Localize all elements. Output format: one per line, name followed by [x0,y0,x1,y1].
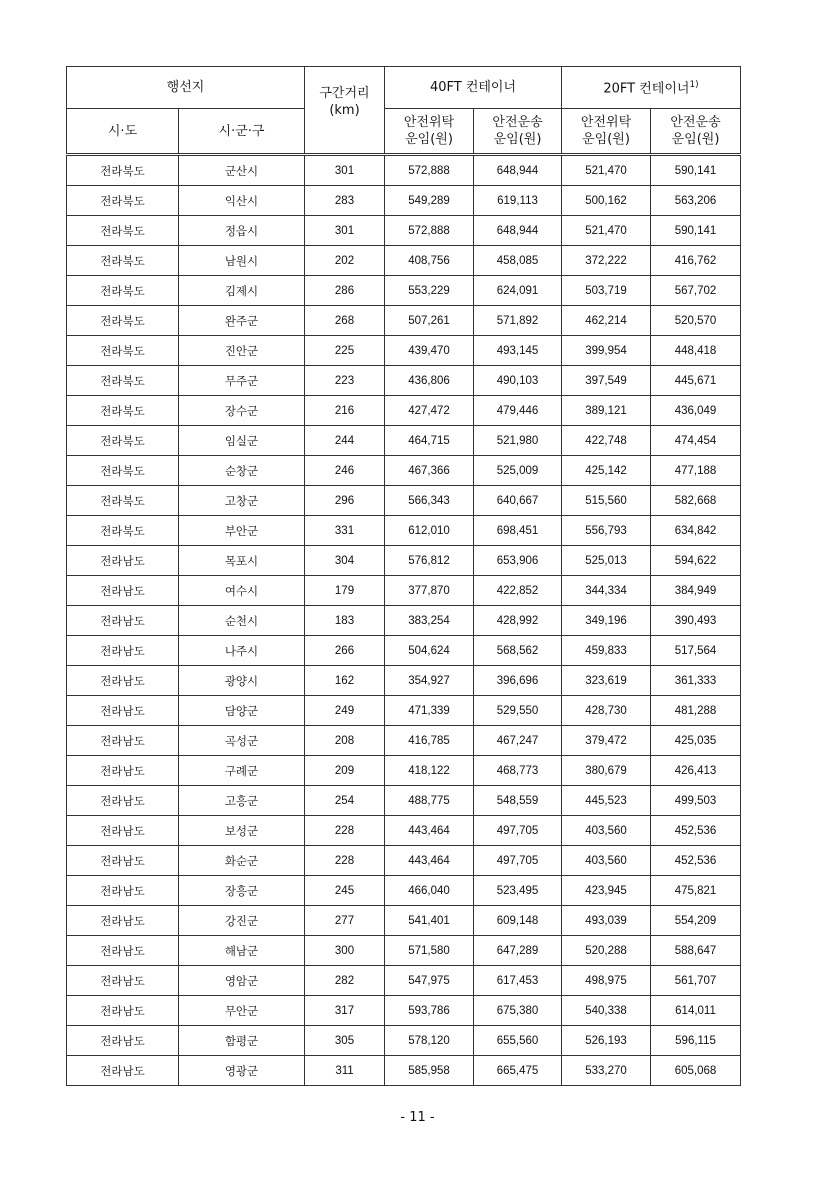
distance-cell: 311 [305,1056,385,1086]
header-destination: 행선지 [67,67,305,109]
40ft-consign-cell: 436,806 [385,366,474,396]
40ft-transport-cell: 490,103 [474,366,562,396]
city-cell: 익산시 [179,186,305,216]
province-cell: 전라남도 [67,996,179,1026]
distance-cell: 244 [305,426,385,456]
table-row [67,1026,741,1056]
distance-cell: 301 [305,216,385,246]
province-cell: 전라북도 [67,396,179,426]
distance-cell: 283 [305,186,385,216]
table-row [67,756,741,786]
city-cell: 여수시 [179,576,305,606]
city-cell: 완주군 [179,306,305,336]
40ft-transport-cell: 458,085 [474,246,562,276]
40ft-consign-cell: 553,229 [385,276,474,306]
province-cell: 전라북도 [67,336,179,366]
city-cell: 나주시 [179,636,305,666]
header-city: 시·군·구 [179,109,305,155]
city-cell: 화순군 [179,846,305,876]
20ft-consign-cell: 526,193 [562,1026,651,1056]
40ft-transport-cell: 617,453 [474,966,562,996]
20ft-transport-cell: 520,570 [651,306,741,336]
header-40ft: 40FT 컨테이너 [385,67,562,109]
40ft-transport-cell: 468,773 [474,756,562,786]
20ft-consign-cell: 323,619 [562,666,651,696]
20ft-consign-cell: 403,560 [562,846,651,876]
table-row [67,966,741,996]
20ft-transport-cell: 481,288 [651,696,741,726]
distance-cell: 183 [305,606,385,636]
city-cell: 고창군 [179,486,305,516]
city-cell: 장흥군 [179,876,305,906]
city-cell: 영광군 [179,1056,305,1086]
20ft-consign-cell: 515,560 [562,486,651,516]
40ft-transport-cell: 640,667 [474,486,562,516]
40ft-consign-cell: 504,624 [385,636,474,666]
distance-cell: 228 [305,816,385,846]
40ft-transport-cell: 428,992 [474,606,562,636]
freight-rate-table [66,66,741,1086]
distance-cell: 208 [305,726,385,756]
city-cell: 고흥군 [179,786,305,816]
footnote-marker: 1) [689,80,699,91]
20ft-consign-cell: 349,196 [562,606,651,636]
distance-cell: 268 [305,306,385,336]
40ft-consign-cell: 383,254 [385,606,474,636]
distance-cell: 277 [305,906,385,936]
40ft-consign-cell: 507,261 [385,306,474,336]
20ft-consign-cell: 423,945 [562,876,651,906]
table-row [67,876,741,906]
table-row [67,1056,741,1086]
province-cell: 전라남도 [67,816,179,846]
20ft-consign-cell: 344,334 [562,576,651,606]
40ft-transport-cell: 624,091 [474,276,562,306]
distance-cell: 209 [305,756,385,786]
20ft-transport-cell: 425,035 [651,726,741,756]
province-cell: 전라남도 [67,906,179,936]
20ft-transport-cell: 477,188 [651,456,741,486]
table-header [67,67,741,155]
table-row [67,666,741,696]
header-20ft-label: 20FT 컨테이너 [603,81,690,97]
province-cell: 전라남도 [67,696,179,726]
20ft-consign-cell: 372,222 [562,246,651,276]
40ft-transport-cell: 571,892 [474,306,562,336]
20ft-transport-cell: 475,821 [651,876,741,906]
40ft-consign-cell: 572,888 [385,216,474,246]
table-row [67,606,741,636]
province-cell: 전라북도 [67,426,179,456]
40ft-transport-cell: 548,559 [474,786,562,816]
40ft-consign-cell: 466,040 [385,876,474,906]
header-transport-line2: 운임(원) [493,132,542,147]
20ft-consign-cell: 462,214 [562,306,651,336]
20ft-transport-cell: 614,011 [651,996,741,1026]
distance-cell: 225 [305,336,385,366]
40ft-consign-cell: 549,289 [385,186,474,216]
header-20ft-consign [562,109,651,155]
40ft-consign-cell: 443,464 [385,846,474,876]
table-row [67,636,741,666]
header-40ft-transport [474,109,562,155]
city-cell: 함평군 [179,1026,305,1056]
table-row [67,726,741,756]
table-row [67,696,741,726]
header-20ft-transport [651,109,741,155]
20ft-consign-cell: 445,523 [562,786,651,816]
province-cell: 전라남도 [67,876,179,906]
40ft-consign-cell: 541,401 [385,906,474,936]
table-row [67,336,741,366]
20ft-transport-cell: 452,536 [651,846,741,876]
40ft-transport-cell: 619,113 [474,186,562,216]
20ft-consign-cell: 425,142 [562,456,651,486]
40ft-transport-cell: 479,446 [474,396,562,426]
40ft-transport-cell: 655,560 [474,1026,562,1056]
20ft-consign-cell: 533,270 [562,1056,651,1086]
20ft-consign-cell: 389,121 [562,396,651,426]
40ft-consign-cell: 488,775 [385,786,474,816]
40ft-consign-cell: 439,470 [385,336,474,366]
header-40ft-consign [385,109,474,155]
header-transport-line1: 안전운송 [670,115,721,130]
40ft-consign-cell: 464,715 [385,426,474,456]
20ft-transport-cell: 390,493 [651,606,741,636]
20ft-consign-cell: 500,162 [562,186,651,216]
20ft-transport-cell: 554,209 [651,906,741,936]
40ft-transport-cell: 396,696 [474,666,562,696]
province-cell: 전라남도 [67,756,179,786]
40ft-transport-cell: 609,148 [474,906,562,936]
table-row [67,155,741,186]
table-body [67,155,741,1086]
city-cell: 김제시 [179,276,305,306]
table-row [67,246,741,276]
20ft-transport-cell: 426,413 [651,756,741,786]
20ft-transport-cell: 634,842 [651,516,741,546]
20ft-transport-cell: 588,647 [651,936,741,966]
province-cell: 전라북도 [67,486,179,516]
city-cell: 구례군 [179,756,305,786]
table-row [67,456,741,486]
distance-cell: 162 [305,666,385,696]
province-cell: 전라북도 [67,186,179,216]
header-consign-line1: 안전위탁 [580,115,632,130]
distance-cell: 254 [305,786,385,816]
20ft-transport-cell: 384,949 [651,576,741,606]
20ft-transport-cell: 582,668 [651,486,741,516]
40ft-consign-cell: 571,580 [385,936,474,966]
header-20ft [562,67,741,109]
20ft-consign-cell: 428,730 [562,696,651,726]
distance-cell: 331 [305,516,385,546]
distance-cell: 317 [305,996,385,1026]
distance-cell: 305 [305,1026,385,1056]
40ft-transport-cell: 422,852 [474,576,562,606]
40ft-transport-cell: 525,009 [474,456,562,486]
20ft-consign-cell: 521,470 [562,216,651,246]
20ft-transport-cell: 361,333 [651,666,741,696]
40ft-consign-cell: 408,756 [385,246,474,276]
table-row [67,306,741,336]
city-cell: 군산시 [179,155,305,186]
city-cell: 담양군 [179,696,305,726]
40ft-consign-cell: 427,472 [385,396,474,426]
table-row [67,186,741,216]
40ft-consign-cell: 418,122 [385,756,474,786]
table-row [67,486,741,516]
city-cell: 광양시 [179,666,305,696]
20ft-transport-cell: 452,536 [651,816,741,846]
20ft-transport-cell: 448,418 [651,336,741,366]
40ft-transport-cell: 521,980 [474,426,562,456]
40ft-consign-cell: 377,870 [385,576,474,606]
province-cell: 전라남도 [67,726,179,756]
20ft-transport-cell: 605,068 [651,1056,741,1086]
distance-cell: 286 [305,276,385,306]
distance-cell: 216 [305,396,385,426]
20ft-transport-cell: 436,049 [651,396,741,426]
header-transport-line2: 운임(원) [671,132,720,147]
distance-cell: 223 [305,366,385,396]
20ft-consign-cell: 403,560 [562,816,651,846]
city-cell: 순천시 [179,606,305,636]
table-row [67,996,741,1026]
province-cell: 전라북도 [67,276,179,306]
table-row [67,846,741,876]
table-row [67,516,741,546]
city-cell: 순창군 [179,456,305,486]
40ft-transport-cell: 648,944 [474,216,562,246]
table-row [67,816,741,846]
20ft-consign-cell: 556,793 [562,516,651,546]
distance-cell: 304 [305,546,385,576]
20ft-consign-cell: 397,549 [562,366,651,396]
distance-cell: 228 [305,846,385,876]
city-cell: 정읍시 [179,216,305,246]
city-cell: 남원시 [179,246,305,276]
20ft-transport-cell: 499,503 [651,786,741,816]
distance-cell: 179 [305,576,385,606]
table-row [67,906,741,936]
header-consign-line1: 안전위탁 [403,115,455,130]
city-cell: 곡성군 [179,726,305,756]
20ft-consign-cell: 380,679 [562,756,651,786]
20ft-consign-cell: 503,719 [562,276,651,306]
20ft-transport-cell: 590,141 [651,155,741,186]
20ft-consign-cell: 493,039 [562,906,651,936]
province-cell: 전라남도 [67,636,179,666]
distance-cell: 266 [305,636,385,666]
40ft-consign-cell: 547,975 [385,966,474,996]
header-consign-line2: 운임(원) [405,132,453,147]
40ft-transport-cell: 647,289 [474,936,562,966]
20ft-consign-cell: 422,748 [562,426,651,456]
distance-cell: 301 [305,155,385,186]
city-cell: 목포시 [179,546,305,576]
header-province: 시·도 [67,109,179,155]
table-row [67,786,741,816]
table-row [67,546,741,576]
40ft-consign-cell: 576,812 [385,546,474,576]
province-cell: 전라남도 [67,576,179,606]
header-distance [305,67,385,155]
40ft-transport-cell: 653,906 [474,546,562,576]
distance-cell: 245 [305,876,385,906]
40ft-transport-cell: 568,562 [474,636,562,666]
city-cell: 진안군 [179,336,305,366]
city-cell: 강진군 [179,906,305,936]
province-cell: 전라북도 [67,366,179,396]
page-number: - 11 - [400,1110,435,1125]
20ft-transport-cell: 567,702 [651,276,741,306]
province-cell: 전라남도 [67,546,179,576]
20ft-transport-cell: 596,115 [651,1026,741,1056]
header-transport-line1: 안전운송 [492,115,543,130]
province-cell: 전라남도 [67,846,179,876]
20ft-consign-cell: 459,833 [562,636,651,666]
city-cell: 보성군 [179,816,305,846]
province-cell: 전라북도 [67,216,179,246]
40ft-transport-cell: 675,380 [474,996,562,1026]
city-cell: 해남군 [179,936,305,966]
40ft-consign-cell: 416,785 [385,726,474,756]
20ft-transport-cell: 416,762 [651,246,741,276]
province-cell: 전라북도 [67,246,179,276]
40ft-consign-cell: 467,366 [385,456,474,486]
distance-cell: 296 [305,486,385,516]
20ft-transport-cell: 445,671 [651,366,741,396]
40ft-consign-cell: 612,010 [385,516,474,546]
40ft-transport-cell: 493,145 [474,336,562,366]
table-row [67,936,741,966]
distance-cell: 282 [305,966,385,996]
province-cell: 전라북도 [67,456,179,486]
40ft-consign-cell: 585,958 [385,1056,474,1086]
20ft-transport-cell: 561,707 [651,966,741,996]
province-cell: 전라남도 [67,1056,179,1086]
header-consign-line2: 운임(원) [582,132,630,147]
city-cell: 영암군 [179,966,305,996]
20ft-transport-cell: 474,454 [651,426,741,456]
distance-cell: 249 [305,696,385,726]
40ft-transport-cell: 665,475 [474,1056,562,1086]
province-cell: 전라남도 [67,1026,179,1056]
city-cell: 장수군 [179,396,305,426]
province-cell: 전라남도 [67,606,179,636]
city-cell: 무안군 [179,996,305,1026]
20ft-consign-cell: 525,013 [562,546,651,576]
40ft-transport-cell: 497,705 [474,816,562,846]
province-cell: 전라남도 [67,936,179,966]
table-row [67,396,741,426]
20ft-consign-cell: 521,470 [562,155,651,186]
header-distance-line2: (km) [329,102,360,118]
20ft-consign-cell: 399,954 [562,336,651,366]
20ft-consign-cell: 498,975 [562,966,651,996]
city-cell: 무주군 [179,366,305,396]
20ft-transport-cell: 563,206 [651,186,741,216]
40ft-consign-cell: 593,786 [385,996,474,1026]
20ft-transport-cell: 590,141 [651,216,741,246]
table-row [67,426,741,456]
table-row [67,276,741,306]
40ft-transport-cell: 648,944 [474,155,562,186]
province-cell: 전라북도 [67,155,179,186]
distance-cell: 300 [305,936,385,966]
40ft-consign-cell: 572,888 [385,155,474,186]
city-cell: 임실군 [179,426,305,456]
city-cell: 부안군 [179,516,305,546]
40ft-transport-cell: 698,451 [474,516,562,546]
40ft-transport-cell: 523,495 [474,876,562,906]
40ft-transport-cell: 497,705 [474,846,562,876]
20ft-consign-cell: 520,288 [562,936,651,966]
province-cell: 전라남도 [67,666,179,696]
40ft-consign-cell: 471,339 [385,696,474,726]
40ft-consign-cell: 354,927 [385,666,474,696]
distance-cell: 202 [305,246,385,276]
province-cell: 전라남도 [67,786,179,816]
40ft-consign-cell: 578,120 [385,1026,474,1056]
header-distance-line1: 구간거리 [319,85,370,101]
20ft-transport-cell: 594,622 [651,546,741,576]
province-cell: 전라북도 [67,306,179,336]
20ft-consign-cell: 379,472 [562,726,651,756]
table-row [67,216,741,246]
20ft-consign-cell: 540,338 [562,996,651,1026]
table-row [67,576,741,606]
province-cell: 전라북도 [67,516,179,546]
distance-cell: 246 [305,456,385,486]
40ft-transport-cell: 529,550 [474,696,562,726]
40ft-consign-cell: 566,343 [385,486,474,516]
40ft-consign-cell: 443,464 [385,816,474,846]
province-cell: 전라남도 [67,966,179,996]
20ft-transport-cell: 517,564 [651,636,741,666]
table-row [67,366,741,396]
40ft-transport-cell: 467,247 [474,726,562,756]
